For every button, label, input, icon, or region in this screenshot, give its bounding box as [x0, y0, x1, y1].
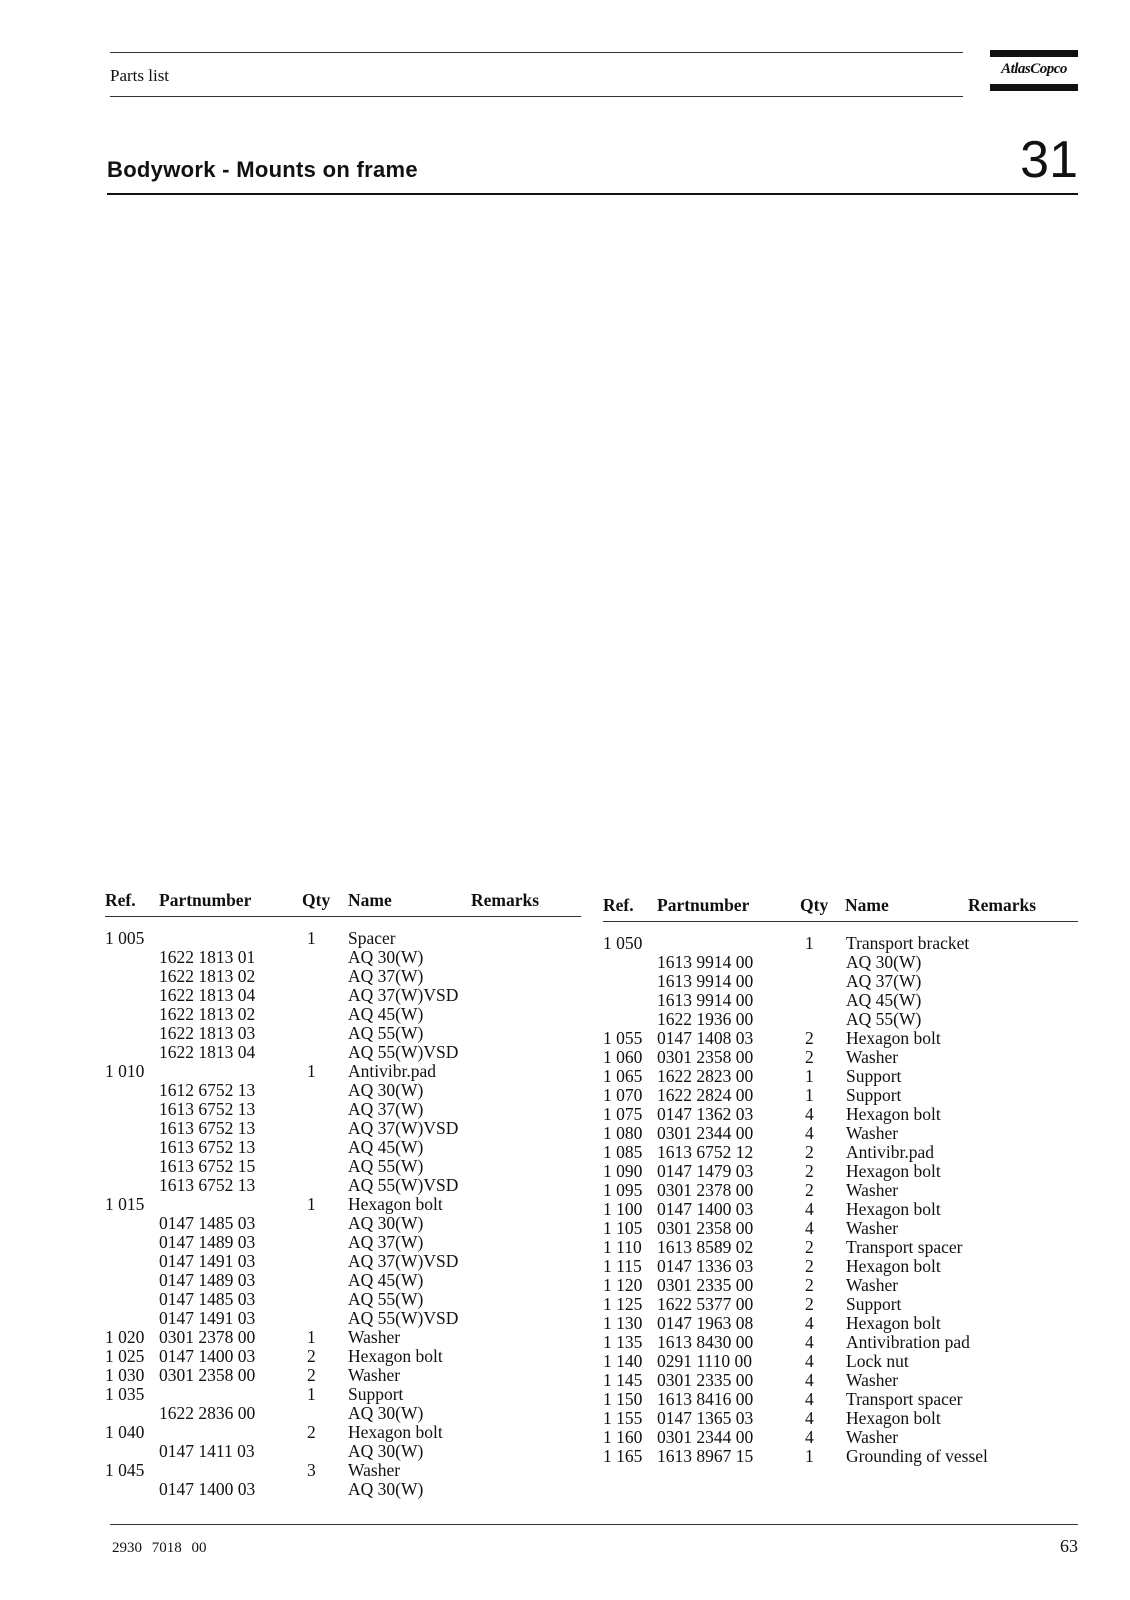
cell-ref: 1 120 [603, 1275, 643, 1295]
cell-qty: 2 [805, 1180, 814, 1200]
cell-name: AQ 37(W)VSD [348, 985, 459, 1005]
title-rule [107, 193, 1078, 195]
table-row [603, 1143, 1078, 1162]
cell-name: AQ 45(W) [846, 990, 922, 1010]
cell-ref: 1 110 [603, 1237, 642, 1257]
cell-ref: 1 100 [603, 1199, 643, 1219]
cell-qty: 2 [805, 1161, 814, 1181]
cell-qty: 4 [805, 1199, 814, 1219]
footer-rule [110, 1524, 1078, 1525]
cell-ref: 1 155 [603, 1408, 643, 1428]
table-row [105, 1404, 581, 1423]
table-row [603, 1162, 1078, 1181]
cell-qty: 4 [805, 1408, 814, 1428]
cell-ref: 1 105 [603, 1218, 643, 1238]
cell-part-number: 0147 1491 03 [159, 1251, 256, 1271]
cell-qty: 4 [805, 1313, 814, 1333]
cell-part-number: 1613 6752 13 [159, 1118, 256, 1138]
cell-name: Hexagon bolt [846, 1028, 941, 1048]
cell-part-number: 0301 2358 00 [159, 1365, 256, 1385]
cell-ref: 1 025 [105, 1346, 145, 1366]
cell-name: AQ 55(W) [846, 1009, 922, 1029]
cell-part-number: 1613 8416 00 [657, 1389, 754, 1409]
cell-part-number: 1613 8967 15 [657, 1446, 754, 1466]
cell-part-number: 1612 6752 13 [159, 1080, 256, 1100]
cell-name: AQ 30(W) [348, 1213, 424, 1233]
cell-qty: 1 [805, 1066, 814, 1086]
cell-qty: 2 [307, 1365, 316, 1385]
cell-name: Hexagon bolt [846, 1104, 941, 1124]
table-row [105, 1195, 581, 1214]
cell-name: Washer [846, 1275, 899, 1295]
cell-part-number: 1622 1936 00 [657, 1009, 754, 1029]
cell-part-number: 0147 1400 03 [657, 1199, 754, 1219]
cell-qty: 4 [805, 1104, 814, 1124]
table-row [603, 1390, 1078, 1409]
cell-name: Washer [348, 1365, 401, 1385]
cell-ref: 1 145 [603, 1370, 643, 1390]
cell-qty: 2 [805, 1047, 814, 1067]
cell-qty: 4 [805, 1332, 814, 1352]
table-row [105, 1138, 581, 1157]
cell-name: Transport spacer [846, 1389, 963, 1409]
cell-name: AQ 30(W) [846, 952, 922, 972]
cell-name: AQ 30(W) [348, 1080, 424, 1100]
cell-ref: 1 075 [603, 1104, 643, 1124]
cell-part-number: 0301 2358 00 [657, 1218, 754, 1238]
cell-ref: 1 050 [603, 933, 643, 953]
table-row [603, 1428, 1078, 1447]
cell-part-number: 1613 8589 02 [657, 1237, 754, 1257]
cell-ref: 1 020 [105, 1327, 145, 1347]
cell-part-number: 0147 1491 03 [159, 1308, 256, 1328]
cell-name: Washer [348, 1460, 401, 1480]
cell-name: AQ 30(W) [348, 1441, 424, 1461]
cell-ref: 1 040 [105, 1422, 145, 1442]
cell-part-number: 0301 2378 00 [657, 1180, 754, 1200]
cell-part-number: 1622 2823 00 [657, 1066, 754, 1086]
cell-name: Support [846, 1066, 902, 1086]
table-row [105, 1309, 581, 1328]
table-row [105, 948, 581, 967]
cell-part-number: 0147 1408 03 [657, 1028, 754, 1048]
cell-name: Washer [846, 1218, 899, 1238]
col-remarks-header: Remarks [968, 895, 1037, 915]
cell-ref: 1 125 [603, 1294, 643, 1314]
col-qty-header: Qty [302, 890, 331, 910]
cell-name: Hexagon bolt [846, 1199, 941, 1219]
cell-qty: 1 [307, 1194, 316, 1214]
cell-part-number: 1622 2824 00 [657, 1085, 754, 1105]
table-row [105, 1442, 581, 1461]
cell-name: Antivibr.pad [348, 1061, 436, 1081]
cell-name: AQ 30(W) [348, 947, 424, 967]
cell-name: AQ 37(W) [348, 1099, 424, 1119]
table-row [603, 934, 1078, 953]
cell-part-number: 0301 2358 00 [657, 1047, 754, 1067]
cell-qty: 4 [805, 1427, 814, 1447]
cell-part-number: 1622 1813 01 [159, 947, 256, 967]
table-row [105, 986, 581, 1005]
table-row [105, 929, 581, 948]
cell-part-number: 1613 6752 12 [657, 1142, 754, 1162]
cell-part-number: 1613 6752 13 [159, 1099, 256, 1119]
table-row [603, 1257, 1078, 1276]
table-row [105, 1271, 581, 1290]
cell-qty: 1 [307, 1061, 316, 1081]
cell-name: AQ 55(W)VSD [348, 1175, 459, 1195]
cell-part-number: 1622 1813 03 [159, 1023, 256, 1043]
cell-name: AQ 37(W) [846, 971, 922, 991]
cell-part-number: 0147 1485 03 [159, 1289, 256, 1309]
cell-name: AQ 37(W)VSD [348, 1118, 459, 1138]
cell-ref: 1 115 [603, 1256, 642, 1276]
table-row [105, 1385, 581, 1404]
table-row [603, 1105, 1078, 1124]
cell-ref: 1 005 [105, 928, 145, 948]
col-ref-header: Ref. [603, 895, 634, 915]
table-row [105, 1290, 581, 1309]
table-row [603, 1010, 1078, 1029]
cell-part-number: 1622 1813 02 [159, 1004, 256, 1024]
cell-name: AQ 45(W) [348, 1137, 424, 1157]
cell-ref: 1 055 [603, 1028, 643, 1048]
cell-name: AQ 30(W) [348, 1479, 424, 1499]
cell-name: AQ 45(W) [348, 1270, 424, 1290]
cell-qty: 2 [307, 1422, 316, 1442]
cell-qty: 2 [805, 1028, 814, 1048]
cell-name: Hexagon bolt [846, 1161, 941, 1181]
cell-part-number: 0301 2335 00 [657, 1275, 754, 1295]
cell-name: AQ 55(W) [348, 1289, 424, 1309]
cell-qty: 1 [805, 1446, 814, 1466]
header-bottom-rule [110, 96, 963, 97]
cell-name: Hexagon bolt [348, 1194, 443, 1214]
table-row [603, 1067, 1078, 1086]
cell-part-number: 0301 2344 00 [657, 1123, 754, 1143]
table-row [603, 1333, 1078, 1352]
cell-ref: 1 065 [603, 1066, 643, 1086]
header-top-rule [110, 52, 963, 53]
cell-part-number: 1613 9914 00 [657, 990, 754, 1010]
cell-name: Hexagon bolt [348, 1422, 443, 1442]
cell-name: Washer [348, 1327, 401, 1347]
parts-table-right [603, 895, 1078, 1466]
table-row [105, 967, 581, 986]
cell-ref: 1 085 [603, 1142, 643, 1162]
cell-part-number: 0147 1489 03 [159, 1232, 256, 1252]
table-header [105, 890, 581, 917]
cell-part-number: 1613 9914 00 [657, 952, 754, 972]
table-row [105, 1461, 581, 1480]
cell-part-number: 1613 8430 00 [657, 1332, 754, 1352]
cell-qty: 2 [805, 1256, 814, 1276]
cell-qty: 2 [805, 1237, 814, 1257]
cell-ref: 1 035 [105, 1384, 145, 1404]
cell-part-number: 1622 5377 00 [657, 1294, 754, 1314]
cell-part-number: 0147 1336 03 [657, 1256, 754, 1276]
cell-name: Washer [846, 1123, 899, 1143]
cell-ref: 1 150 [603, 1389, 643, 1409]
cell-name: AQ 37(W) [348, 966, 424, 986]
cell-name: Lock nut [846, 1351, 909, 1371]
cell-name: Spacer [348, 928, 396, 948]
table-row [603, 1352, 1078, 1371]
cell-qty: 1 [307, 1327, 316, 1347]
table-row [105, 1100, 581, 1119]
cell-qty: 3 [307, 1460, 316, 1480]
cell-name: Hexagon bolt [846, 1408, 941, 1428]
cell-name: Washer [846, 1180, 899, 1200]
cell-ref: 1 015 [105, 1194, 145, 1214]
cell-part-number: 0147 1479 03 [657, 1161, 754, 1181]
cell-qty: 4 [805, 1389, 814, 1409]
cell-ref: 1 160 [603, 1427, 643, 1447]
cell-part-number: 0147 1362 03 [657, 1104, 754, 1124]
cell-name: Support [846, 1085, 902, 1105]
table-row [105, 1062, 581, 1081]
table-row [105, 1024, 581, 1043]
table-row [105, 1157, 581, 1176]
cell-ref: 1 045 [105, 1460, 145, 1480]
table-row [105, 1214, 581, 1233]
cell-part-number: 0291 1110 00 [657, 1351, 752, 1371]
table-row [105, 1081, 581, 1100]
col-part-header: Partnumber [159, 890, 252, 910]
parts-table-left [105, 890, 581, 1499]
col-part-header: Partnumber [657, 895, 750, 915]
cell-ref: 1 135 [603, 1332, 643, 1352]
cell-part-number: 0147 1485 03 [159, 1213, 256, 1233]
cell-qty: 4 [805, 1123, 814, 1143]
cell-qty: 1 [307, 928, 316, 948]
cell-qty: 2 [805, 1294, 814, 1314]
table-row [105, 1347, 581, 1366]
cell-ref: 1 090 [603, 1161, 643, 1181]
table-row [603, 1371, 1078, 1390]
cell-qty: 1 [805, 1085, 814, 1105]
col-name-header: Name [348, 890, 392, 910]
cell-qty: 4 [805, 1351, 814, 1371]
cell-qty: 2 [307, 1346, 316, 1366]
cell-part-number: 1622 1813 04 [159, 1042, 256, 1062]
cell-name: AQ 37(W)VSD [348, 1251, 459, 1271]
cell-qty: 2 [805, 1142, 814, 1162]
cell-name: Transport spacer [846, 1237, 963, 1257]
cell-ref: 1 140 [603, 1351, 643, 1371]
cell-part-number: 1613 6752 13 [159, 1175, 256, 1195]
cell-ref: 1 095 [603, 1180, 643, 1200]
table-row [603, 1200, 1078, 1219]
col-ref-header: Ref. [105, 890, 136, 910]
cell-qty: 2 [805, 1275, 814, 1295]
table-header [603, 895, 1078, 922]
cell-name: Hexagon bolt [846, 1256, 941, 1276]
table-row [603, 1447, 1078, 1466]
table-row [603, 991, 1078, 1010]
col-remarks-header: Remarks [471, 890, 540, 910]
cell-name: Washer [846, 1047, 899, 1067]
cell-name: Antivibr.pad [846, 1142, 934, 1162]
cell-part-number: 0147 1489 03 [159, 1270, 256, 1290]
cell-name: Washer [846, 1427, 899, 1447]
cell-name: AQ 37(W) [348, 1232, 424, 1252]
cell-name: Support [348, 1384, 404, 1404]
cell-part-number: 1622 2836 00 [159, 1403, 256, 1423]
cell-name: Transport bracket [846, 933, 970, 953]
cell-ref: 1 010 [105, 1061, 145, 1081]
cell-name: Washer [846, 1370, 899, 1390]
cell-name: Grounding of vessel [846, 1446, 988, 1466]
cell-part-number: 0147 1365 03 [657, 1408, 754, 1428]
table-row [105, 1366, 581, 1385]
cell-name: AQ 55(W)VSD [348, 1308, 459, 1328]
cell-ref: 1 060 [603, 1047, 643, 1067]
table-row [603, 1276, 1078, 1295]
cell-ref: 1 070 [603, 1085, 643, 1105]
atlas-copco-logo: AtlasCopco [990, 50, 1078, 94]
cell-part-number: 1622 1813 02 [159, 966, 256, 986]
table-row [603, 972, 1078, 991]
table-row [105, 1233, 581, 1252]
cell-name: AQ 45(W) [348, 1004, 424, 1024]
table-row [603, 1124, 1078, 1143]
col-name-header: Name [845, 895, 889, 915]
cell-part-number: 0147 1411 03 [159, 1441, 255, 1461]
section-number: 31 [1020, 131, 1078, 189]
cell-qty: 1 [307, 1384, 316, 1404]
cell-part-number: 0147 1400 03 [159, 1479, 256, 1499]
cell-part-number: 0147 1400 03 [159, 1346, 256, 1366]
cell-part-number: 1613 9914 00 [657, 971, 754, 991]
cell-qty: 4 [805, 1370, 814, 1390]
cell-name: AQ 30(W) [348, 1403, 424, 1423]
table-row [603, 1029, 1078, 1048]
cell-part-number: 1622 1813 04 [159, 985, 256, 1005]
table-row [603, 1181, 1078, 1200]
cell-ref: 1 030 [105, 1365, 145, 1385]
col-qty-header: Qty [800, 895, 829, 915]
cell-name: AQ 55(W) [348, 1156, 424, 1176]
page-number: 63 [1060, 1536, 1078, 1556]
cell-name: Hexagon bolt [846, 1313, 941, 1333]
table-row [603, 1314, 1078, 1333]
cell-part-number: 0301 2344 00 [657, 1427, 754, 1447]
table-row [105, 1119, 581, 1138]
table-row [603, 1086, 1078, 1105]
cell-ref: 1 080 [603, 1123, 643, 1143]
cell-part-number: 1613 6752 13 [159, 1137, 256, 1157]
cell-part-number: 0301 2378 00 [159, 1327, 256, 1347]
cell-part-number: 0147 1963 08 [657, 1313, 754, 1333]
table-row [105, 1176, 581, 1195]
cell-name: AQ 55(W) [348, 1023, 424, 1043]
table-row [105, 1043, 581, 1062]
cell-part-number: 0301 2335 00 [657, 1370, 754, 1390]
cell-name: Antivibration pad [846, 1332, 970, 1352]
table-row [603, 1048, 1078, 1067]
table-row [105, 1328, 581, 1347]
table-row [603, 1238, 1078, 1257]
table-row [603, 1295, 1078, 1314]
cell-part-number: 1613 6752 15 [159, 1156, 256, 1176]
cell-name: Hexagon bolt [348, 1346, 443, 1366]
table-row [105, 1252, 581, 1271]
table-row [603, 1409, 1078, 1428]
document-code: 2930 7018 00 [112, 1540, 207, 1556]
cell-qty: 1 [805, 933, 814, 953]
table-row [105, 1005, 581, 1024]
cell-ref: 1 130 [603, 1313, 643, 1333]
table-row [105, 1480, 581, 1499]
cell-qty: 4 [805, 1218, 814, 1238]
table-row [603, 953, 1078, 972]
table-row [105, 1423, 581, 1442]
cell-ref: 1 165 [603, 1446, 643, 1466]
header-label: Parts list [110, 66, 170, 85]
table-row [603, 1219, 1078, 1238]
section-title: Bodywork - Mounts on frame [107, 157, 418, 182]
cell-name: AQ 55(W)VSD [348, 1042, 459, 1062]
cell-name: Support [846, 1294, 902, 1314]
